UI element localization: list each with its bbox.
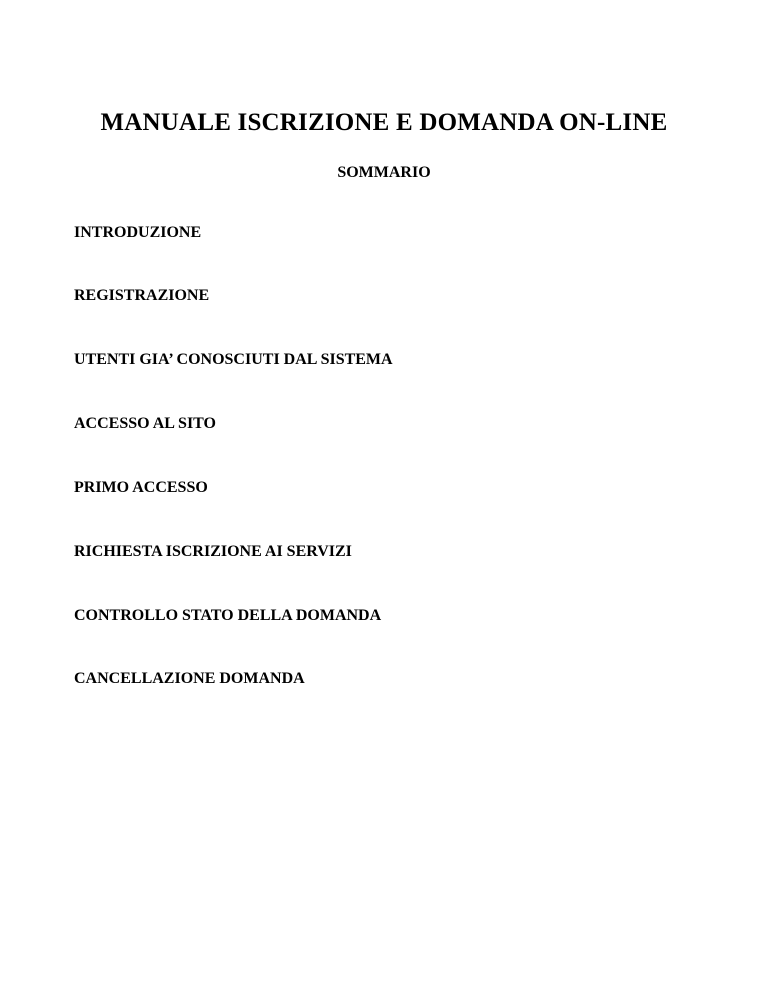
document-title: MANUALE ISCRIZIONE E DOMANDA ON-LINE — [100, 109, 668, 136]
toc-item-registrazione[interactable]: REGISTRAZIONE — [74, 287, 210, 304]
toc-item-richiesta-iscrizione[interactable]: RICHIESTA ISCRIZIONE AI SERVIZI — [74, 543, 352, 560]
toc-item-introduzione[interactable]: INTRODUZIONE — [74, 224, 202, 241]
table-of-contents-heading: SOMMARIO — [337, 164, 431, 181]
toc-item-utenti-gia-conosciuti[interactable]: UTENTI GIA’ CONOSCIUTI DAL SISTEMA — [74, 351, 393, 368]
toc-item-controllo-stato-domanda[interactable]: CONTROLLO STATO DELLA DOMANDA — [74, 607, 382, 624]
toc-item-accesso-al-sito[interactable]: ACCESSO AL SITO — [74, 415, 216, 432]
toc-item-cancellazione-domanda[interactable]: CANCELLAZIONE DOMANDA — [74, 670, 305, 687]
toc-item-primo-accesso[interactable]: PRIMO ACCESSO — [74, 479, 208, 496]
